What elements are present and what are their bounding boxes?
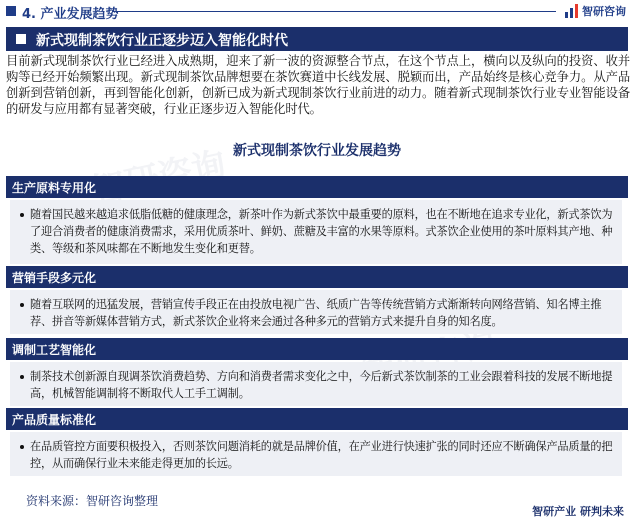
category-body: [10, 290, 622, 334]
category-text: 随着国民越来越追求低脂低糖的健康理念，新茶叶作为新式茶饮中最重要的原料，也在不断地在追求专业化，新式茶饮为了迎合消费者的健康消费需求，采用优质茶叶、鲜奶、蔗糖及丰富的水果等原料。式茶饮企业使用的茶叶原料其产地、种类、等级和茶风味都在不断地发生变化和更替。: [30, 208, 613, 255]
category-text: 在品质管控方面要积极投入，否则茶饮问题消耗的就是品牌价值，在产业进行快速扩张的同时还应不断确保产品质量的把控，从而确保行业未来能走得更加的长远。: [30, 440, 613, 470]
category-body: [10, 200, 622, 264]
category-body: [10, 432, 622, 476]
bullet-icon: [20, 303, 24, 307]
brand-name: 智研咨询: [582, 5, 626, 18]
banner-marker-icon: [16, 34, 26, 44]
bar-logo-icon: [564, 4, 579, 19]
category-text: 随着互联网的迅猛发展，营销宣传手段正在由投放电视广告、纸质广告等传统营销方式渐渐转向网络营销、知名博主推荐、拼音等新媒体营销方式，新式茶饮企业将来会通过各种多元的营销方式来提升自身的知名度。: [30, 298, 602, 328]
category-text: 制茶技术创新源自现调茶饮消费趋势、方向和消费者需求变化之中，今后新式茶饮制茶的工业会跟着科技的发展不断地提高，机械智能调制将不断取代人工手工调制。: [30, 370, 613, 400]
footer-brand: 智研产业 研判未来: [532, 505, 624, 518]
category-label: 营销手段多元化: [12, 271, 97, 285]
section-divider: [112, 11, 556, 12]
data-source: 资料来源：智研咨询整理: [26, 494, 159, 508]
section-title: 4. 产业发展趋势: [22, 7, 119, 22]
category-header: [6, 408, 628, 430]
section-marker-icon: [6, 6, 16, 16]
main-banner: [6, 27, 628, 51]
trends-subtitle: 新式现制茶饮行业发展趋势: [233, 143, 401, 159]
brand: [564, 3, 626, 19]
section-header: [0, 0, 634, 24]
bullet-icon: [20, 445, 24, 449]
category-label: 调制工艺智能化: [12, 343, 97, 357]
category-label: 产品质量标准化: [12, 413, 97, 427]
category-header: [6, 176, 628, 198]
category-label: 生产原料专用化: [12, 181, 97, 195]
intro-paragraph: 目前新式现制茶饮行业已经进入成熟期，迎来了新一波的资源整合节点，在这个节点上，横向以及纵向的投资、收并购等已经开始频繁出现。新式现制茶饮品牌想要在茶饮赛道中长线发展、脱颖而出，产品始终是核心竞争力。从产品创新到营销创新，再到智能化创新，创新已成为新式现制茶饮行业前进的动力。随着新式现制茶饮行业专业智能设备的研发与应用都有显著突破，行业正逐步迈入智能化时代。: [6, 54, 630, 116]
category-header: [6, 266, 628, 288]
category-body: [10, 362, 622, 406]
bullet-icon: [20, 213, 24, 217]
bullet-icon: [20, 375, 24, 379]
banner-title: 新式现制茶饮行业正逐步迈入智能化时代: [36, 33, 288, 49]
category-header: [6, 338, 628, 360]
